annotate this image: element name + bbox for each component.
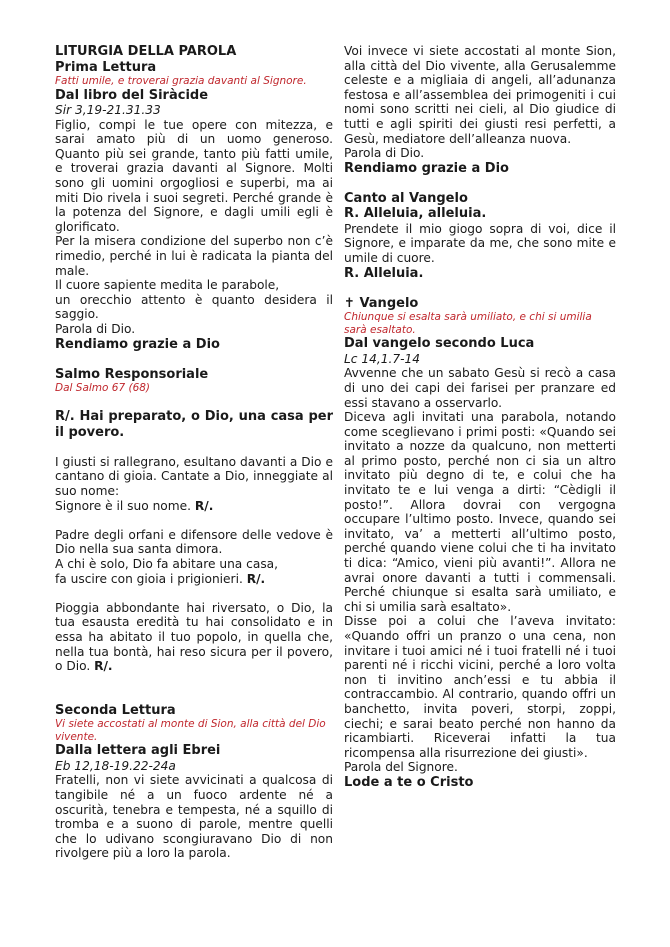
prima-lettura-p3a: Il cuore sapiente medita le parabole, [55, 278, 280, 293]
seconda-lettura-heading: Seconda Lettura [55, 702, 176, 718]
prima-lettura-response: Rendiamo grazie a Dio [55, 336, 220, 352]
prima-lettura-heading: Prima Lettura [55, 59, 157, 75]
vangelo-antiphon: Chiunque si esalta sarà umiliato, e chi si umilia sarà esaltato. [344, 311, 592, 336]
seconda-lettura-ref: Eb 12,18-19.22-24a [55, 758, 176, 773]
vangelo-p3: Disse poi a colui che l’aveva invitato: «Quando offri un pranzo o una cena, non invitare i tuoi amici né i tuoi fratelli né i tuoi parenti né i ricchi vicini, perché a loro volta non ti invitino anch’essi e tu abbia il contraccambio. Al contrario, quando offri un banchetto, invita poveri, storpi, zoppi, ciechi; e sarai beato perché non hanno da ricambiarti. Riceverai infatti la tua ricompensa alla risurrezione dei giusti». [344, 614, 616, 760]
left-column [55, 44, 333, 861]
vangelo-closing: Parola del Signore. [344, 760, 458, 775]
canto-heading: Canto al Vangelo [344, 190, 468, 206]
seconda-lettura-antiphon: Vi siete accostati al monte di Sion, alla città del Dio vivente. [55, 718, 326, 743]
seconda-lettura-continued: Voi invece vi siete accostati al monte Sion, alla città del Dio vivente, alla Gerusalemme celeste e a migliaia di angeli, all’adunanza festosa e all’assemblea dei primogeniti i cui nomi sono scritti nei cieli, al Dio giudice di tutti e agli spiriti dei giusti resi perfetti, a Gesù, mediatore dell’alleanza nuova. [344, 44, 616, 146]
vangelo-source: Dal vangelo secondo Luca [344, 336, 535, 352]
salmo-strophe2: Padre degli orfani e difensore delle vedove è Dio nella sua santa dimora. [55, 527, 333, 557]
vangelo-p2: Diceva agli invitati una parabola, notando come sceglievano i primi posti: «Quando sei invitato a nozze da qualcuno, non metterti al primo posto, perché non ci sia un altro invitato più degno di te, e colui che ha invitato te e lui venga a dirti: “Cèdigli il posto!”. Allora dovrai con vergogna occupare l’ultimo posto. Invece, quando sei invitato, va’ a metterti all’ultimo posto, perché quando viene colui che ti ha invitato ti dica: “Amico, vieni più avanti!”. Allora ne avrai onore davanti a tutti i commensali. Perché chiunque si esalta sarà umiliato, e chi si umilia sarà esaltato». [344, 410, 616, 614]
r-mark: R/. [94, 659, 113, 674]
prima-lettura-p1: Figlio, compi le tue opere con mitezza, e sarai amato più di un uomo generoso. Quanto più sei grande, tanto più fatti umile, e troverai grazia davanti al Signore. Molti sono gli uomini orgogliosi e superbi, ma ai miti Dio rivela i suoi segreti. Perché grande è la potenza del Signore, e dagli umili egli è glorificato. [55, 117, 333, 234]
r-mark: R/. [194, 498, 214, 513]
vangelo-heading-line: ✝ Vangelo [344, 295, 419, 311]
seconda-lettura-closing: Parola di Dio. [344, 146, 425, 161]
prima-lettura-antiphon: Fatti umile, e troverai grazia davanti al Signore. [55, 75, 307, 87]
seconda-lettura-response: Rendiamo grazie a Dio [344, 160, 509, 176]
vangelo-response: Lode a te o Cristo [344, 774, 474, 790]
prima-lettura-closing: Parola di Dio. [55, 321, 136, 336]
salmo-heading: Salmo Responsoriale [55, 366, 209, 382]
salmo-strophe2-b: A chi è solo, Dio fa abitare una casa, [55, 556, 279, 571]
prima-lettura-p2: Per la misera condizione del superbo non c’è rimedio, perché in lui è radicata la pianta del male. [55, 234, 333, 278]
prima-lettura-ref: Sir 3,19-21.31.33 [55, 103, 161, 117]
salmo-strophe3: Pioggia abbondante hai riversato, o Dio, la tua esausta eredità tu hai consolidato e in essa ha abitato il tuo popolo, in quella che, nella tua bontà, hai reso sicura per il povero, o Dio. R/. [55, 600, 333, 674]
canto-text: Prendete il mio giogo sopra di voi, dice il Signore, e imparate da me, che sono mite e umile di cuore. [344, 221, 616, 266]
vangelo-ref: Lc 14,1.7-14 [344, 351, 421, 366]
prima-lettura-source: Dal libro del Siràcide [55, 87, 209, 103]
salmo-refrain: R/. Hai preparato, o Dio, una casa per il povero. [55, 409, 333, 440]
prima-lettura-p3b: un orecchio attento è quanto desidera il saggio. [55, 292, 333, 322]
salmo-strophe2-end: fa uscire con gioia i prigionieri. R/. [55, 571, 266, 586]
canto-alleluia: R. Alleluia, alleluia. [344, 206, 487, 222]
vangelo-p1: Avvenne che un sabato Gesù si recò a casa di uno dei capi dei farisei per pranzare ed essi stavano a osservarlo. [344, 366, 616, 410]
salmo-source: Dal Salmo 67 (68) [55, 382, 151, 395]
salmo-strophe1-end: Signore è il suo nome. R/. [55, 498, 214, 513]
canto-alleluia-end: R. Alleluia. [344, 265, 424, 281]
seconda-lettura-p1: Fratelli, non vi siete avvicinati a qualcosa di tangibile né a un fuoco ardente né a oscurità, tenebra e tempesta, né a squillo di tromba e a suono di parole, mentre quelli che lo udivano scongiuravano Dio di non rivolgere più a loro la parola. [55, 773, 333, 861]
seconda-lettura-source: Dalla lettera agli Ebrei [55, 743, 221, 759]
liturgia-title: LITURGIA DELLA PAROLA [55, 44, 237, 59]
r-mark: R/. [246, 571, 266, 586]
salmo-strophe1: I giusti si rallegrano, esultano davanti a Dio e cantano di gioia. Cantate a Dio, inneggiate al suo nome: [55, 454, 333, 498]
cross-icon: ✝ [344, 295, 355, 311]
right-column [344, 44, 616, 790]
